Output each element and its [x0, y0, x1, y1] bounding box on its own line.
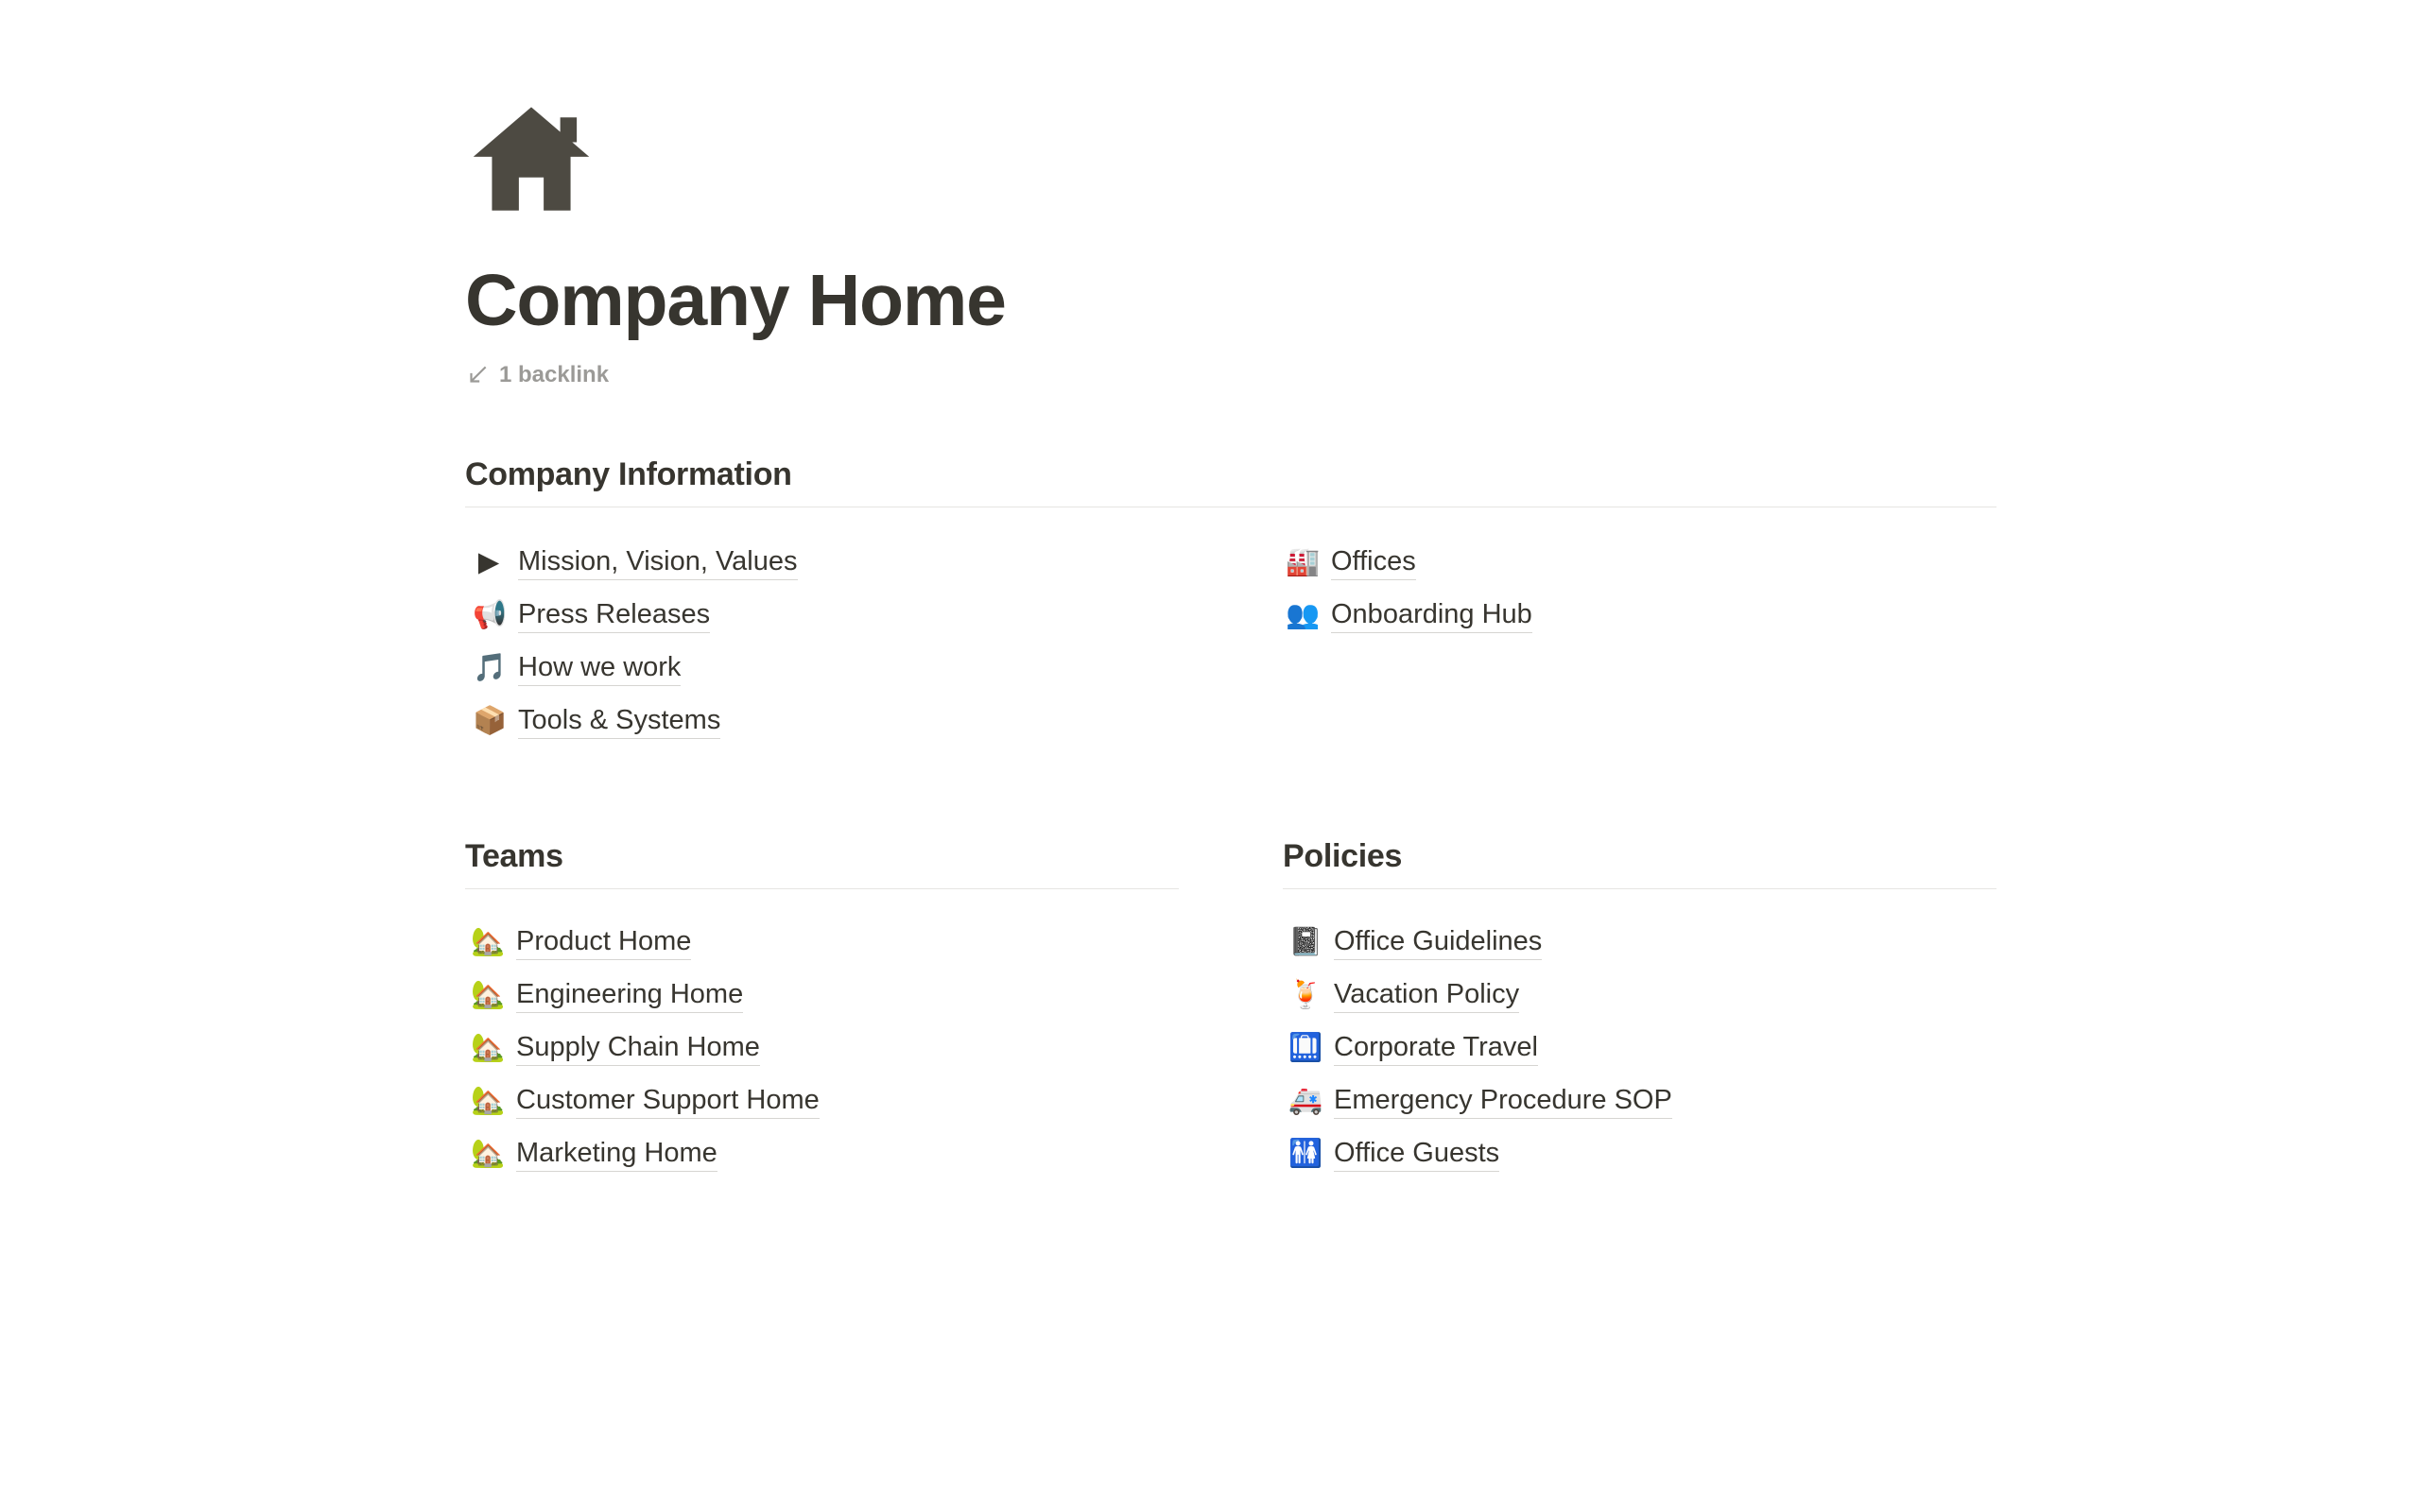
section-heading-company-information: Company Information: [465, 456, 1996, 507]
link-label[interactable]: Press Releases: [518, 597, 710, 633]
list-item[interactable]: [1288, 1022, 1996, 1074]
list-item[interactable]: [473, 589, 1278, 642]
list-item[interactable]: [471, 916, 1179, 969]
restroom-icon: 🚻: [1288, 1138, 1323, 1169]
link-label[interactable]: Mission, Vision, Values: [518, 544, 798, 580]
list-item[interactable]: [1288, 1074, 1996, 1127]
megaphone-icon: 📢: [473, 599, 508, 630]
baggage-claim-icon: 🛄: [1288, 1032, 1323, 1063]
page-title[interactable]: Company Home: [465, 260, 1006, 341]
list-item[interactable]: [473, 536, 1278, 589]
flag-icon: ▶: [477, 546, 500, 577]
people-icon: 👥: [1286, 599, 1321, 630]
policies-column: [1283, 838, 1996, 1180]
link-label[interactable]: Vacation Policy: [1334, 977, 1519, 1013]
link-label[interactable]: Offices: [1331, 544, 1416, 580]
factory-icon: 🏭: [1286, 546, 1321, 577]
section-heading-policies: Policies: [1283, 838, 1996, 889]
house-pink-icon: 🏡: [471, 1138, 506, 1169]
company-information-right-column: [1278, 536, 1996, 747]
list-item[interactable]: [471, 969, 1179, 1022]
list-item[interactable]: [1288, 916, 1996, 969]
house-gray-icon: 🏡: [471, 979, 506, 1010]
list-item[interactable]: [473, 695, 1278, 747]
link-label[interactable]: Product Home: [516, 924, 691, 960]
policies-link-list: [1283, 916, 1996, 1180]
link-label[interactable]: Tools & Systems: [518, 703, 720, 739]
company-information-columns: [465, 507, 1996, 747]
link-label[interactable]: Customer Support Home: [516, 1083, 820, 1119]
list-item[interactable]: [471, 1022, 1179, 1074]
teams-column: [465, 838, 1179, 1180]
backlink-label: 1 backlink: [499, 361, 610, 387]
notebook-icon: 📓: [1288, 926, 1323, 957]
link-label[interactable]: Supply Chain Home: [516, 1030, 760, 1066]
teams-link-list: [465, 916, 1179, 1180]
list-item[interactable]: [471, 1127, 1179, 1180]
company-information-left-column: [465, 536, 1278, 747]
list-item[interactable]: [473, 642, 1278, 695]
arrow-down-left-icon: [465, 363, 490, 387]
list-item[interactable]: [1286, 536, 1996, 589]
list-item[interactable]: [471, 1074, 1179, 1127]
list-item[interactable]: [1286, 589, 1996, 642]
house-icon[interactable]: [465, 93, 597, 225]
ambulance-icon: 🚑: [1288, 1085, 1323, 1116]
page-content: [465, 0, 1996, 1180]
house-orange-icon: 🏡: [471, 1032, 506, 1063]
lower-columns: [465, 838, 1996, 1180]
package-icon: 📦: [473, 705, 508, 736]
link-label[interactable]: Onboarding Hub: [1331, 597, 1532, 633]
link-label[interactable]: Emergency Procedure SOP: [1334, 1083, 1672, 1119]
link-label[interactable]: Office Guidelines: [1334, 924, 1542, 960]
link-label[interactable]: How we work: [518, 650, 681, 686]
house-blue-icon: 🏡: [471, 926, 506, 957]
music-note-icon: 🎵: [473, 652, 508, 683]
link-label[interactable]: Office Guests: [1334, 1136, 1499, 1172]
link-label[interactable]: Corporate Travel: [1334, 1030, 1538, 1066]
section-heading-teams: Teams: [465, 838, 1179, 889]
cocktail-icon: 🍹: [1288, 979, 1323, 1010]
link-label[interactable]: Marketing Home: [516, 1136, 717, 1172]
link-label[interactable]: Engineering Home: [516, 977, 743, 1013]
backlink[interactable]: [465, 362, 1996, 388]
house-yellow-icon: 🏡: [471, 1085, 506, 1116]
list-item[interactable]: [1288, 1127, 1996, 1180]
list-item[interactable]: [1288, 969, 1996, 1022]
